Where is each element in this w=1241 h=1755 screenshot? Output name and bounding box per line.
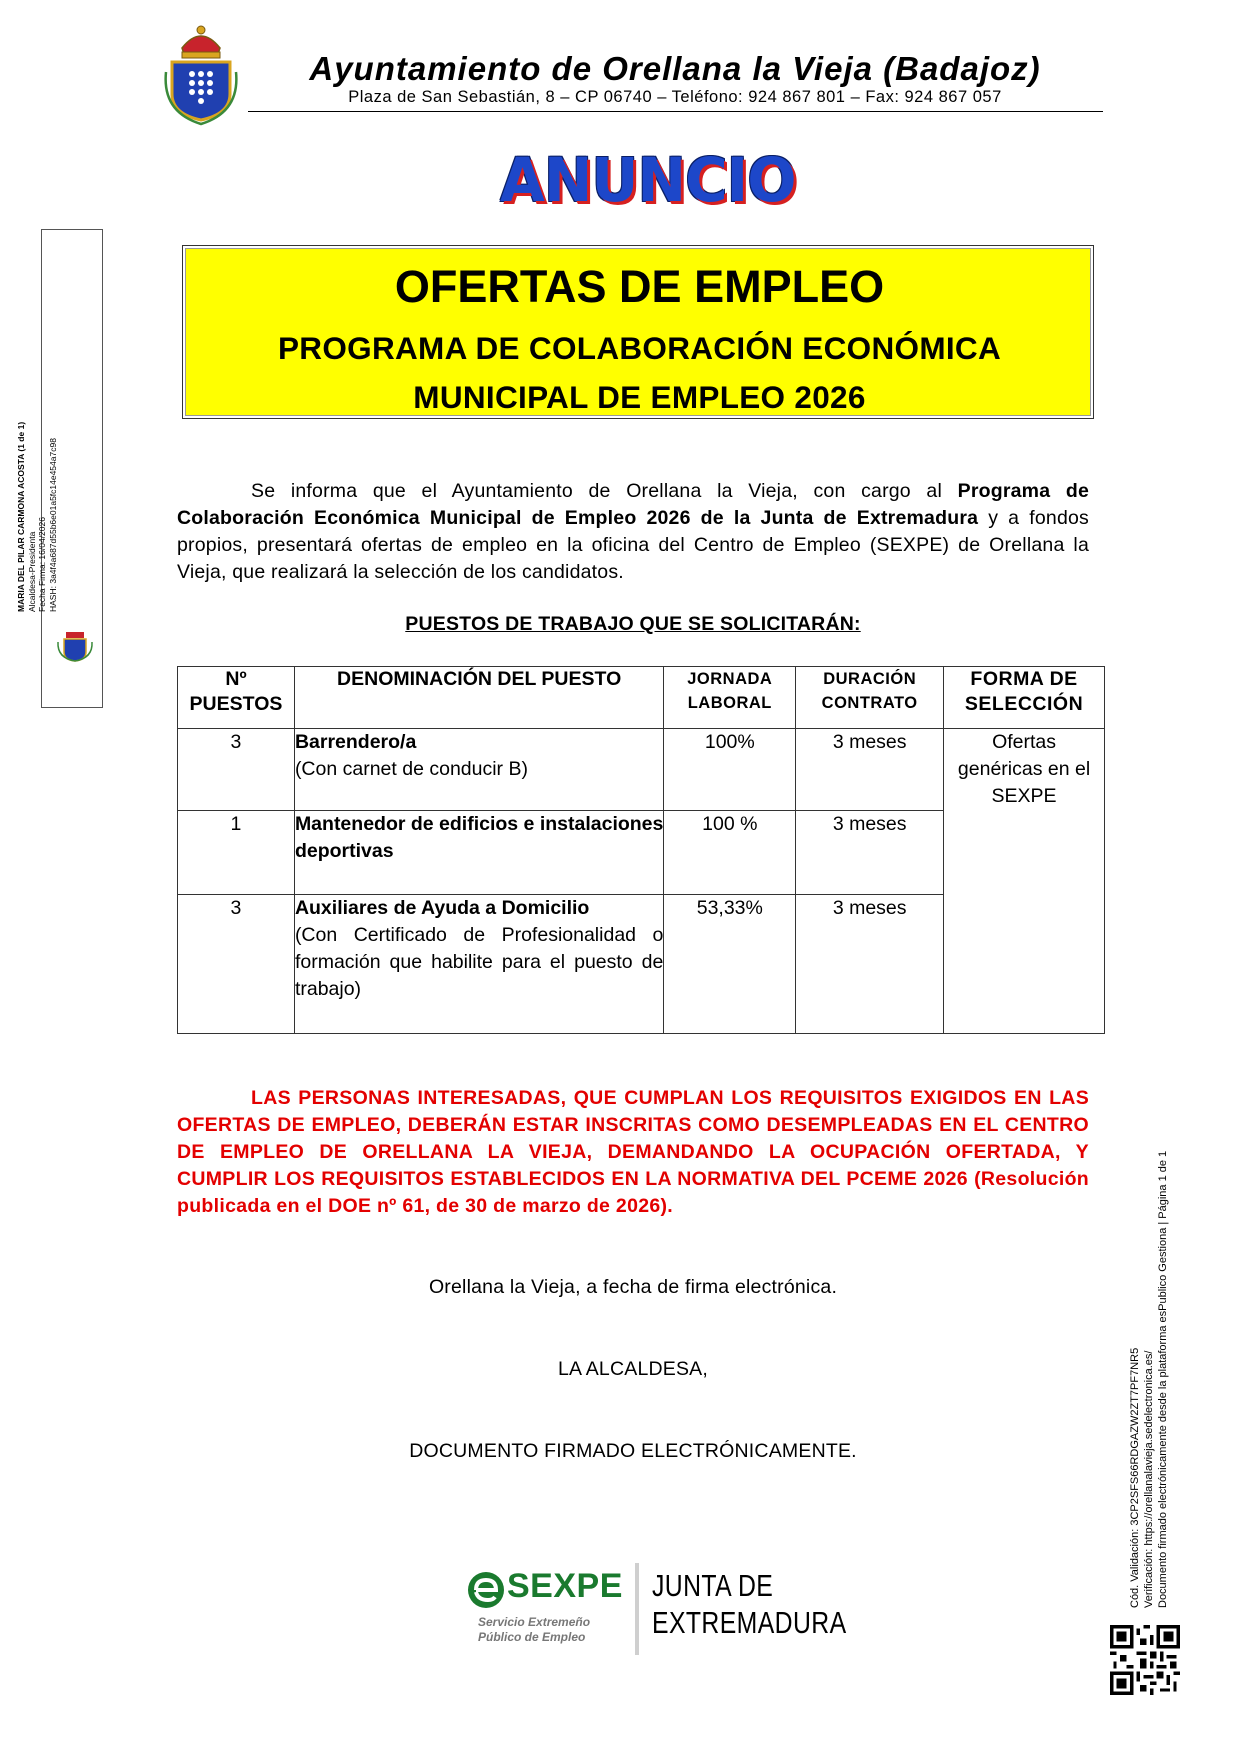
stamp-signer: MARIA DEL PILAR CARMONA ACOSTA (1 de 1) xyxy=(16,421,26,612)
cell-denominacion: Mantenedor de edificios e instalaciones deportivas xyxy=(294,811,663,895)
cell-duracion: 3 meses xyxy=(796,811,944,895)
municipality-address: Plaza de San Sebastián, 8 – CP 06740 – Teléfono: 924 867 801 – Fax: 924 867 057 xyxy=(348,88,1002,106)
validation-url: Verificación: https://orellanalavieja.sedelectronica.es/ xyxy=(1143,1350,1155,1608)
cell-n-puestos: 1 xyxy=(178,811,295,895)
cell-denominacion: Barrendero/a (Con carnet de conducir B) xyxy=(294,729,663,811)
stamp-role: Alcaldesa-Presidenta xyxy=(26,531,37,612)
header-divider xyxy=(248,111,1103,112)
requirements-notice: LAS PERSONAS INTERESADAS, QUE CUMPLAN LOS REQUISITOS EXIGIDOS EN LAS OFERTAS DE EMPLEO, DEBERÁN ESTAR INSCRITAS COMO DESEMPLEADAS EN EL CENTRO DE EMPLEO DE ORELLANA LA VIEJA, DEMANDANDO LA OCUPACIÓN OFERTADA, Y CUMPLIR LOS REQUISITOS ESTABLECIDOS EN LA NORMATIVA DEL PCEME 2026 (Resolución publicada en el DOE nº 61, de 30 de marzo de 2026). xyxy=(177,1087,1089,1217)
title-box-subheading-line1: PROGRAMA DE COLABORACIÓN ECONÓMICA xyxy=(277,330,1002,366)
title-box-subheading-line2: MUNICIPAL DE EMPLEO 2026 xyxy=(413,379,866,415)
stamp-date: Fecha Firma: 16/04/2026 xyxy=(37,517,47,612)
table-row xyxy=(178,729,1105,811)
municipality-title: Ayuntamiento de Orellana la Vieja (Badajoz) xyxy=(309,50,1041,87)
col-header-forma-seleccion: FORMA DE SELECCIÓN xyxy=(944,667,1105,729)
col-header-jornada: JORNADA LABORAL xyxy=(664,667,796,729)
cell-n-puestos: 3 xyxy=(178,729,295,811)
cell-denominacion: Auxiliares de Ayuda a Domicilio (Con Certificado de Profesionalidad o formación que habilite para el puesto de trabajo) xyxy=(294,895,663,1034)
stamp-hash: HASH: 3a4f4a687d55b6e01a5fc14e454a7c98 xyxy=(47,438,58,612)
stamp-crest-icon xyxy=(54,630,96,662)
validation-code: Cód. Validación: 3CP2SFS66RDGAZW2ZT7PF7NR5 xyxy=(1129,1347,1141,1608)
intro-text-1: Se informa que el Ayuntamiento de Orellana la Vieja, con cargo al xyxy=(251,480,958,502)
cell-duracion: 3 meses xyxy=(796,729,944,811)
signature-note: DOCUMENTO FIRMADO ELECTRÓNICAMENTE. xyxy=(409,1440,857,1462)
title-box-subheading xyxy=(182,324,1097,422)
anuncio-banner: ANUNCIO xyxy=(500,144,796,216)
cell-n-puestos: 3 xyxy=(178,895,295,1034)
intro-paragraph xyxy=(177,478,1089,586)
col-header-n-puestos: Nº PUESTOS xyxy=(178,667,295,729)
cell-duracion: 3 meses xyxy=(796,895,944,1034)
sexpe-subtitle: Servicio Extremeño Público de Empleo xyxy=(478,1615,591,1644)
cell-forma-seleccion: Ofertas genéricas en el SEXPE xyxy=(944,729,1105,1034)
sexpe-logo-icon xyxy=(466,1570,506,1610)
title-box-heading: OFERTAS DE EMPLEO xyxy=(394,261,885,312)
footer-logo-divider xyxy=(635,1563,639,1655)
cell-jornada: 100% xyxy=(664,729,796,811)
col-header-denominacion: DENOMINACIÓN DEL PUESTO xyxy=(294,667,663,729)
cell-jornada: 100 % xyxy=(664,811,796,895)
sexpe-logo-text: SEXPE xyxy=(507,1567,623,1605)
intro-program-name: Programa de Colaboración Económica Municipal de Empleo 2026 de la Junta de Extremadura xyxy=(177,480,1089,529)
coat-of-arms-logo xyxy=(164,22,238,126)
positions-heading: PUESTOS DE TRABAJO QUE SE SOLICITARÁN: xyxy=(405,613,861,635)
validation-note: Documento firmado electrónicamente desde la plataforma esPublico Gestiona | Página 1 de 1 xyxy=(1157,1150,1169,1608)
signer-title: LA ALCALDESA, xyxy=(557,1358,709,1380)
table-header-row xyxy=(178,667,1105,729)
cell-jornada: 53,33% xyxy=(664,895,796,1034)
qr-code-icon[interactable] xyxy=(1110,1625,1180,1695)
col-header-duracion: DURACIÓN CONTRATO xyxy=(796,667,944,729)
positions-table xyxy=(177,666,1105,1034)
intro-text-2: y a fondos propios, presentará ofertas de empleo en la oficina del Centro de Empleo (SEXPE) de Orellana la Vieja, que realizará la selección de los candidatos. xyxy=(177,507,1089,583)
junta-extremadura-logo: JUNTA DE EXTREMADURA xyxy=(652,1568,847,1640)
place-date: Orellana la Vieja, a fecha de firma electrónica. xyxy=(428,1276,838,1298)
